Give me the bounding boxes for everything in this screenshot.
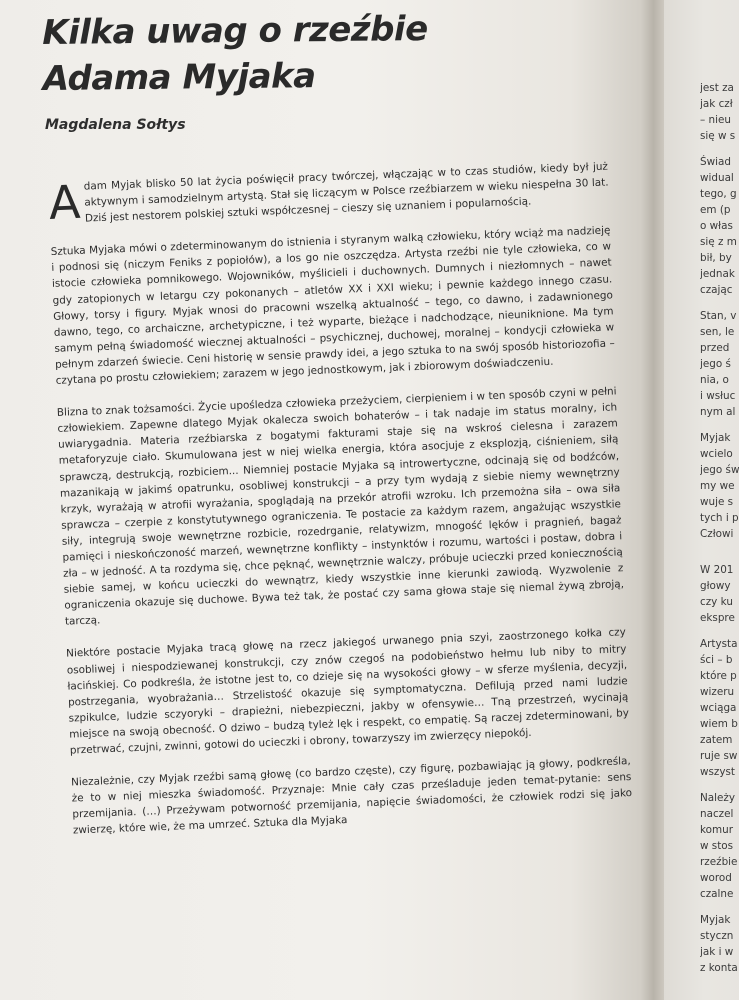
facing-page-line: wszyst	[700, 766, 736, 778]
facing-page-line: W 201	[700, 564, 734, 576]
paragraph-text: dam Myjak blisko 50 lat życia poświęcił pracy twórczej, włączając w to czas studiów, kiedy był już aktywnym i samodzielnym artystą. Stał się liczącym w Polsce rzeźbiarzem w wieku niespełna 30 lat. Dziś jest nestorem polskiej sztuki współczesnej – cieszy się uznaniem i popularnością.	[83, 160, 609, 225]
facing-page-line: wcielo	[700, 448, 733, 460]
facing-page-line: wuje s	[700, 496, 734, 508]
facing-page-line	[700, 144, 739, 154]
facing-page-line: głowy	[700, 580, 731, 592]
facing-page-line: wizeru	[700, 686, 735, 698]
facing-page-line: Artysta	[700, 638, 738, 650]
paragraph: Niezależnie, czy Myjak rzeźbi samą głowę (co bardzo częste), czy figurę, pozbawiając ją głowy, podkreśla, że to w niej mieszka świadomość. Przyznaje: Mnie cały czas prześladuje jeden temat-pytanie: sens przemijania. (…) Przeżywam potworność przemijania, napięcie świadomości, że człowiek rodzi się jako zwierzę, które wie, że ma umrzeć. Sztuka dla Myjaka	[70, 755, 633, 837]
facing-page-line: nym al	[700, 406, 736, 418]
facing-page-line	[700, 298, 739, 308]
facing-page-line: które p	[700, 670, 737, 682]
facing-page-text	[700, 80, 739, 976]
facing-page-line: wiem b	[700, 718, 738, 730]
facing-page-line: wciąga	[700, 702, 737, 714]
facing-page-line: z konta	[700, 962, 738, 974]
facing-page-line: jak czł	[700, 98, 733, 110]
facing-page-line: jednak	[700, 268, 735, 280]
facing-page-line: ruje sw	[700, 750, 738, 762]
facing-page-line: em (p	[700, 204, 731, 216]
article-title	[42, 4, 623, 102]
title-line-1: Kilka uwag o rzeźbie	[42, 8, 428, 53]
paragraph: Sztuka Myjaka mówi o zdeterminowanym do istnienia i styranym walką człowieku, który wciąż ma nadzieję i podnosi się (niczym Feniks z popiołów), a los go nie oszczędza. Artysta rzeźbi nie tyle człowieka, co w istocie człowieka pomnikowego. Wojowników, myślicieli i duchownych. Dumnych i niezłomnych – nawet gdy zatopionych w letargu czy pokonanych – atletów XX i XXI wieku; i pewnie każdego innego czasu. Głowy, torsy i figury. Myjak wnosi do pracowni wszelką aktualność – tego, co dawno, i zadawnionego dawno, tego, co archaiczne, archetypiczne, i też wyparte, bieżące i nadchodzące, nieuniknione. Ma tym samym pełną świadomość wiecznej aktualności – psychicznej, duchowej, moralnej – kondycji człowieka w pełnym zdarzeń świecie. Ceni historię w sensie prawdy idei, a jego sztuka to na swój sposób historiozofia – czytana po prostu człowiekiem; zarazem w jego jednostkowym, jak i zbiorowym doświadczeniu.	[50, 224, 615, 387]
facing-page-line: w stos	[700, 840, 734, 852]
title-line-2: Adama Myjaka	[42, 56, 316, 99]
facing-page-line: styczn	[700, 930, 734, 942]
facing-page-line: tych i p	[700, 512, 739, 524]
facing-page-line: przed	[700, 342, 730, 354]
facing-page-line: – nieu	[700, 114, 731, 126]
facing-page-line: Świad	[700, 156, 731, 168]
facing-page-line: zatem	[700, 734, 733, 746]
facing-page-line: Myjak	[700, 432, 731, 444]
facing-page-line	[700, 780, 739, 790]
facing-page-line: jego św	[700, 464, 739, 476]
facing-page-line: czalne	[700, 888, 734, 900]
paragraph: Niektóre postacie Myjaka tracą głowę na rzecz jakiegoś urwanego pnia szyi, zaostrzonego kołka czy osobliwej i niespodziewanej konstrukcji, czy znów czegoś na podobieństwo hełmu lub niby to mitry łacińskiej. Co podkreśla, że istotne jest to, co dzieje się na wysokości głowy – w sferze myślenia, decyzji, postrzegania, wyobrażania… Strzelistość okazuje się symptomatyczna. Defilują przed nami ludzie szpikulce, ludzie sczyoryki – drapieżni, niebezpieczni, jakby w ofensywie… Tną przestrzeń, wycinają miejsce na swoją obecność. O dziwo – budzą tyleż lęk i respekt, co empatię. Są raczej zdeterminowani, by przetrwać, czujni, zwinni, gotowi do ucieczki i obrony, towarzyszy im zwierzęcy niepokój.	[65, 626, 630, 757]
facing-page-line: bił, by	[700, 252, 732, 264]
facing-page-line: widual	[700, 172, 734, 184]
author-name: Magdalena Sołtys	[45, 117, 186, 133]
facing-page-line: tego, g	[700, 188, 737, 200]
facing-page-line: czy ku	[700, 596, 733, 608]
facing-page-line: worod	[700, 872, 732, 884]
facing-page-line: komur	[700, 824, 733, 836]
facing-page-line: Myjak	[700, 914, 731, 926]
facing-page-line	[700, 552, 739, 562]
facing-page-line: Należy	[700, 792, 736, 804]
facing-page-line: jest za	[700, 82, 734, 94]
facing-page-line: i wsłuc	[700, 390, 736, 402]
facing-page-line	[700, 420, 739, 430]
facing-page-line: ekspre	[700, 612, 735, 624]
facing-page-line	[700, 902, 739, 912]
paragraph: Blizna to znak tożsamości. Życie upośledza człowieka przeżyciem, cierpieniem i w ten sposób czyni w pełni człowiekiem. Zapewne dlatego Myjak okalecza swoich bohaterów – i tak nadaje im status moralny, ich uwiarygadnia. Materia rzeźbiarska z bogatymi fakturami staje się na wskroś cielesna i zarazem metaforyzuje ciało. Skumulowana jest w niej wielka energia, która asocjuje z eksplozją, ciśnieniem, siłą sprawczą, destrukcją, rozbiciem... Niemniej postacie Myjaka są introwertyczne, odcinają się od bodźców, mazanikają w jakimś opatrunku, osobliwej konstrukcji – a przy tym wydają z siebie niemy wewnętrzny krzyk, wyrażają w atrofii wyrażania, spoglądają na przekór atrofii wzroku. Ich przemożna siła – owa siła sprawcza – czerpie z konstytutywnego ograniczenia. Te postacie za każdym razem, angażując wszystkie siły, integrują swoje wewnętrzne rozbicie, rozedrganie, relatywizm, mnogość lęków i pragnień, bagaż pamięci i nieskończoność marzeń, wewnętrzne konflikty – instynktów i rozumu, wartości i postaw, dobra i zła – w jedność. A ta rozdyma się, chce pęknąć, wewnętrznie walczy, próbuje ucieczki przed koniecznością siebie samej, w końcu ucieczki do wewnątrz, kiedy wszystkie inne kierunki zawiodą. Wyzwolenie z ograniczenia okazuje się duchowe. Bywa też tak, że postać czy sama głowa staje się niemal żywą zbroją, tarczą.	[56, 385, 625, 629]
facing-page-line: Stan, v	[700, 310, 737, 322]
facing-page-line: czając	[700, 284, 733, 296]
facing-page-line: sen, le	[700, 326, 735, 338]
facing-page-line: się z m	[700, 236, 737, 248]
facing-page-line: nia, o	[700, 374, 729, 386]
facing-page-line	[700, 626, 739, 636]
facing-page-line: Człowi	[700, 528, 734, 540]
facing-page-line: rzeźbie	[700, 856, 738, 868]
facing-page-line: my we	[700, 480, 735, 492]
facing-page-line: jego ś	[700, 358, 731, 370]
drop-cap: A	[47, 174, 82, 230]
facing-page-line: jak i w	[700, 946, 734, 958]
facing-page-line: o włas	[700, 220, 733, 232]
facing-page-line: się w s	[700, 130, 736, 142]
facing-page-line	[700, 542, 739, 552]
facing-page-line: ści – b	[700, 654, 733, 666]
article-body	[48, 159, 634, 855]
facing-page-line: naczel	[700, 808, 734, 820]
